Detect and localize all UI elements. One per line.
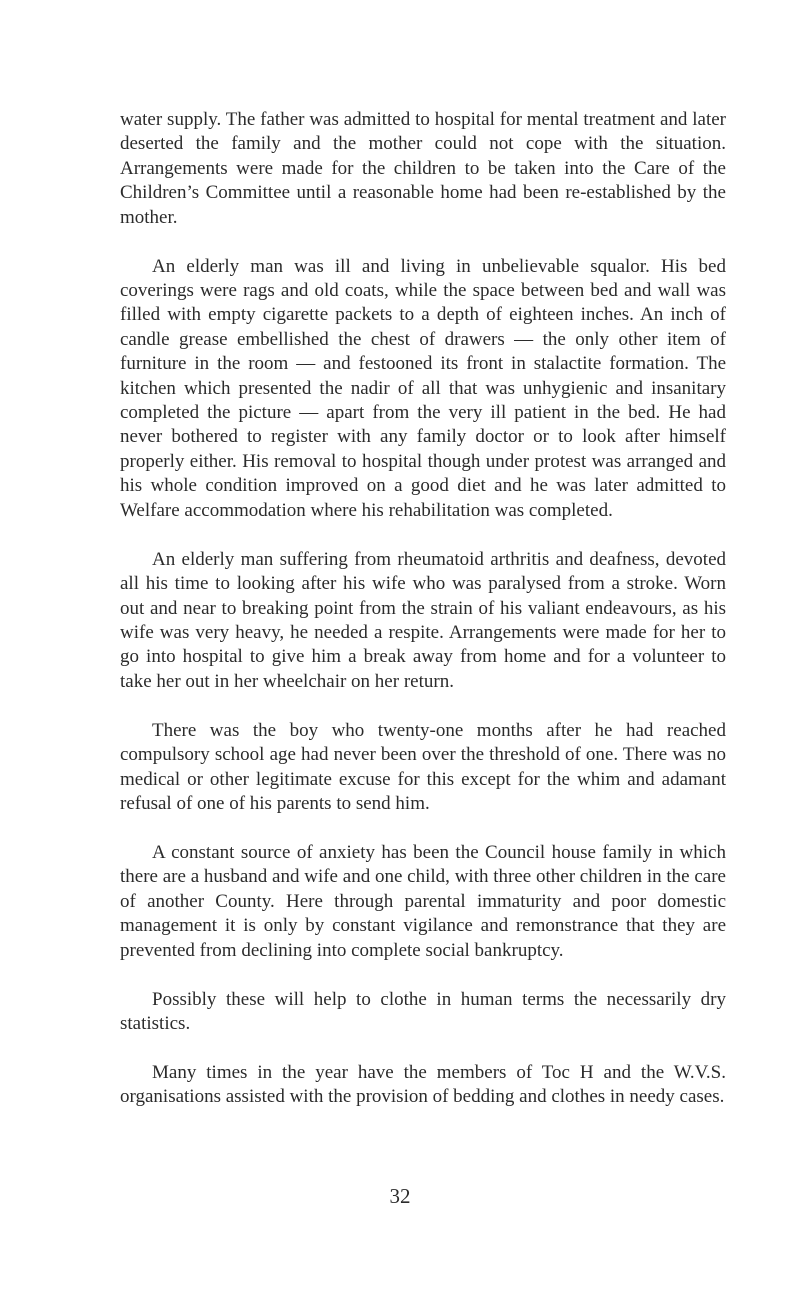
paragraph-council-house-family: A constant source of anxiety has been the Council house family in which there are a husband and wife and one child, with three other children in the care of another County. Here through parental immaturity and poor domestic management it is only by constant vigilance and remonstrance that they are prevented from declining into complete social bankruptcy. — [120, 841, 726, 961]
paragraph-continuation: water supply. The father was admitted to hospital for mental treatment and later deserted the family and the mother could not cope with the situation. Arrangements were made for the children to be taken into the Care of the Children’s Committee until a reasonable home had been re-established by the mother. — [120, 109, 726, 228]
paragraph-school-boy: There was the boy who twenty-one months after he had reached compulsory school age had never been over the threshold of one. There was no medical or other legitimate excuse for this except for the whim and adamant refusal of one of his parents to send him. — [120, 719, 726, 814]
page-number: 32 — [389, 1184, 411, 1208]
page-body — [120, 108, 726, 1110]
paragraph-toc-h-wvs: Many times in the year have the members of Toc H and the W.V.S. organisations assisted with the provision of bedding and clothes in needy cases. — [120, 1061, 726, 1108]
paragraph-elderly-man-arthritis: An elderly man suffering from rheumatoid arthritis and deafness, devoted all his time to looking after his wife who was paralysed from a stroke. Worn out and near to breaking point from the strain of his valiant endeavours, as his wife was very heavy, he needed a respite. Arrangements were made for her to go into hospital to give him a break away from home and for a volunteer to take her out in her wheelchair on her return. — [120, 548, 726, 692]
paragraph-elderly-man-squalor: An elderly man was ill and living in unbelievable squalor. His bed coverings were rags and old coats, while the space between bed and wall was filled with empty cigarette packets to a depth of eighteen inches. An inch of candle grease embellished the chest of drawers — the only other item of furniture in the room — and festooned its front in stalactite formation. The kitchen which presented the nadir of all that was unhygienic and insanitary completed the picture — apart from the very ill patient in the bed. He had never bothered to register with any family doctor or to look after himself properly either. His removal to hospital though under protest was arranged and his whole condition improved on a good diet and he was later admitted to Welfare accommodation where his rehabilitation was completed. — [120, 255, 726, 521]
paragraph-statistics: Possibly these will help to clothe in human terms the necessarily dry statistics. — [120, 988, 726, 1034]
